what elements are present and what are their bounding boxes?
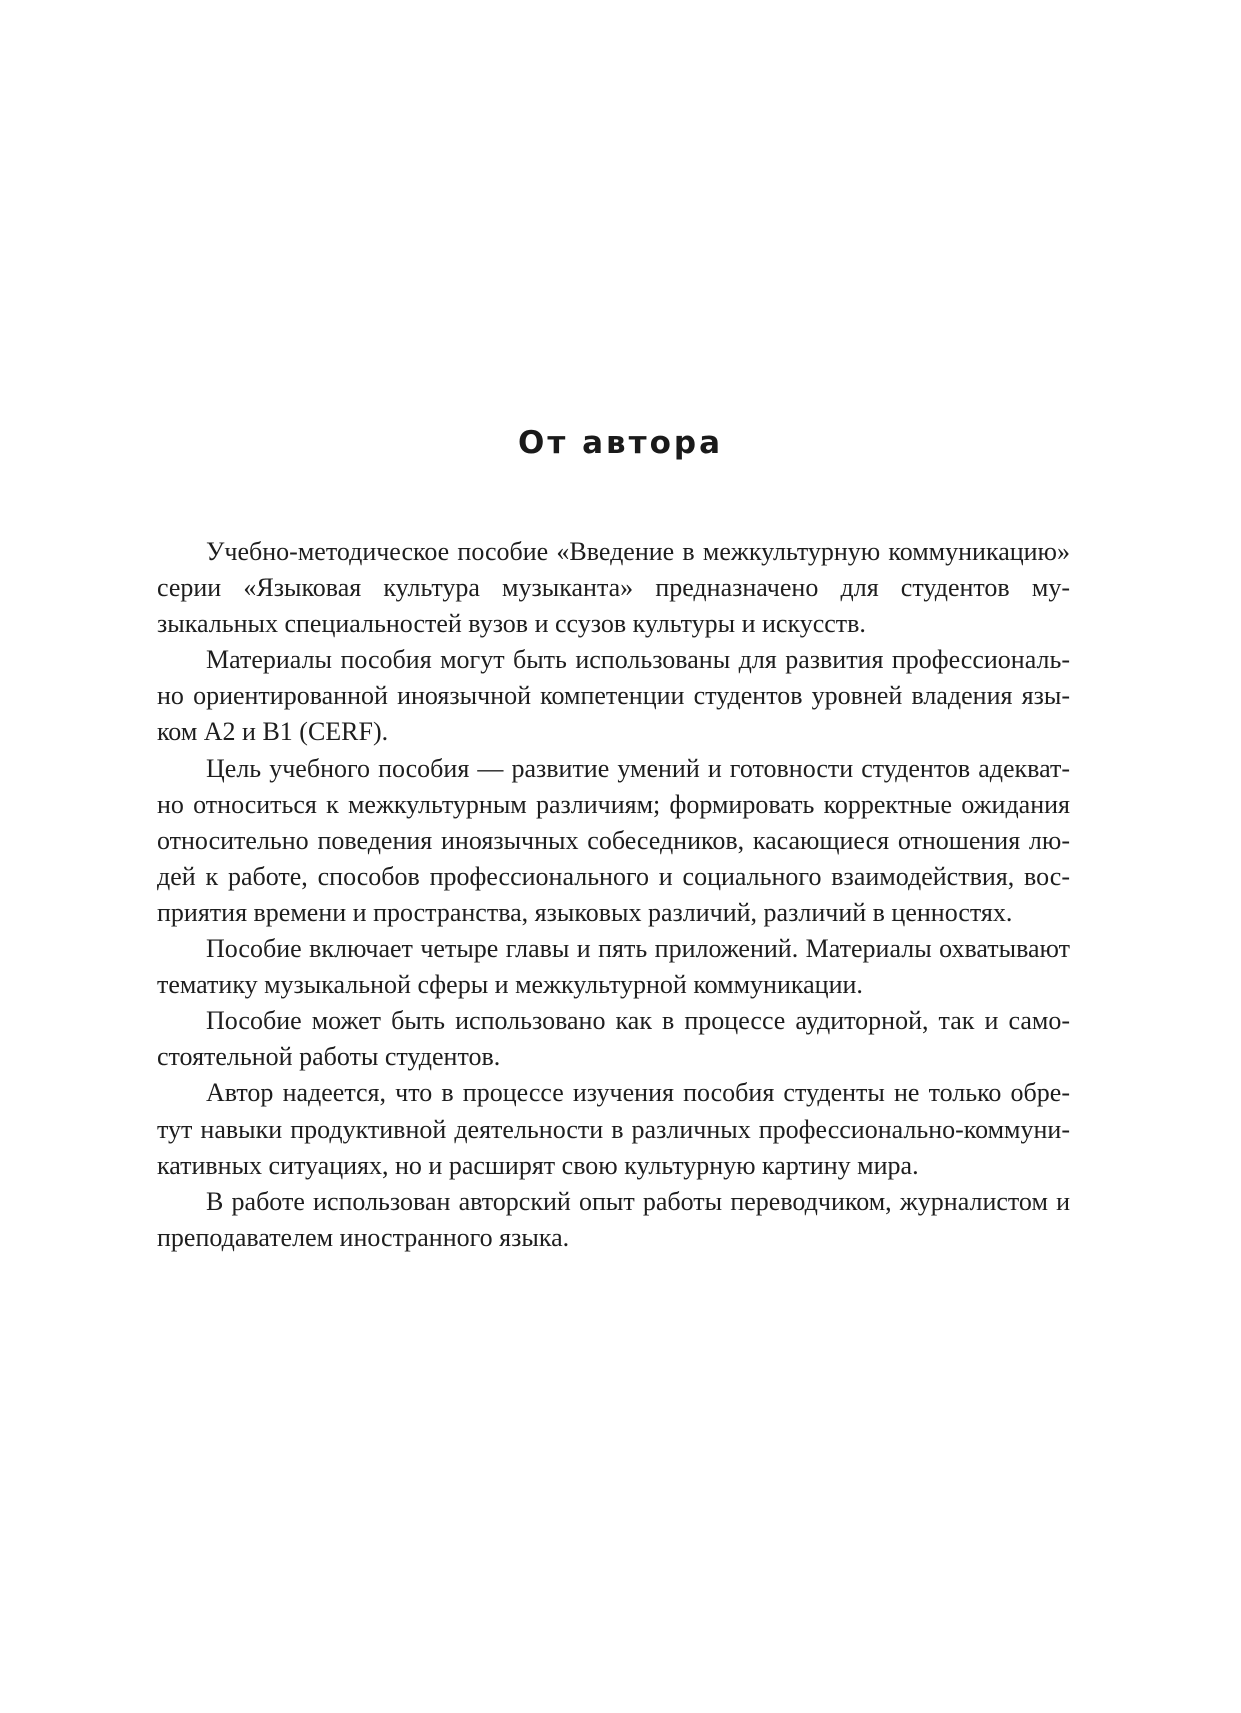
- body-text: [157, 534, 1070, 1256]
- paragraph: Пособие включает четыре главы и пять приложений. Материалы охватывают тематику музыкальной сферы и межкультурной коммуникации.: [157, 934, 1070, 1000]
- paragraph: Материалы пособия могут быть использованы для развития профессионально ориентированной иноязычной компетенции студентов уровней владения языком А2 и В1 (CERF).: [157, 645, 1070, 747]
- paragraph: Автор надеется, что в процессе изучения пособия студенты не только обретут навыки продуктивной деятельности в различных профессионально-коммуникативных ситуациях, но и расширят свою культурную картину мира.: [157, 1078, 1070, 1180]
- paragraph: В работе использован авторский опыт работы переводчиком, журналистом и преподавателем иностранного языка.: [157, 1186, 1070, 1252]
- page-title: От автора: [517, 425, 724, 461]
- paragraph: Цель учебного пособия — развитие умений и готовности студентов адекватно относиться к межкультурным различиям; формировать корректные ожидания относительно поведения иноязычных собеседников, касающиеся отношения людей к работе, способов профессионального и социального взаимодействия, восприятия времени и пространства, языковых различий, различий в ценностях.: [157, 753, 1070, 927]
- paragraph: Пособие может быть использовано как в процессе аудиторной, так и самостоятельной работы студентов.: [157, 1006, 1070, 1072]
- paragraph: Учебно-методическое пособие «Введение в межкультурную коммуникацию» серии «Языковая культура музыканта» предназначено для студентов музыкальных специальностей вузов и ссузов культуры и искусств.: [157, 537, 1070, 639]
